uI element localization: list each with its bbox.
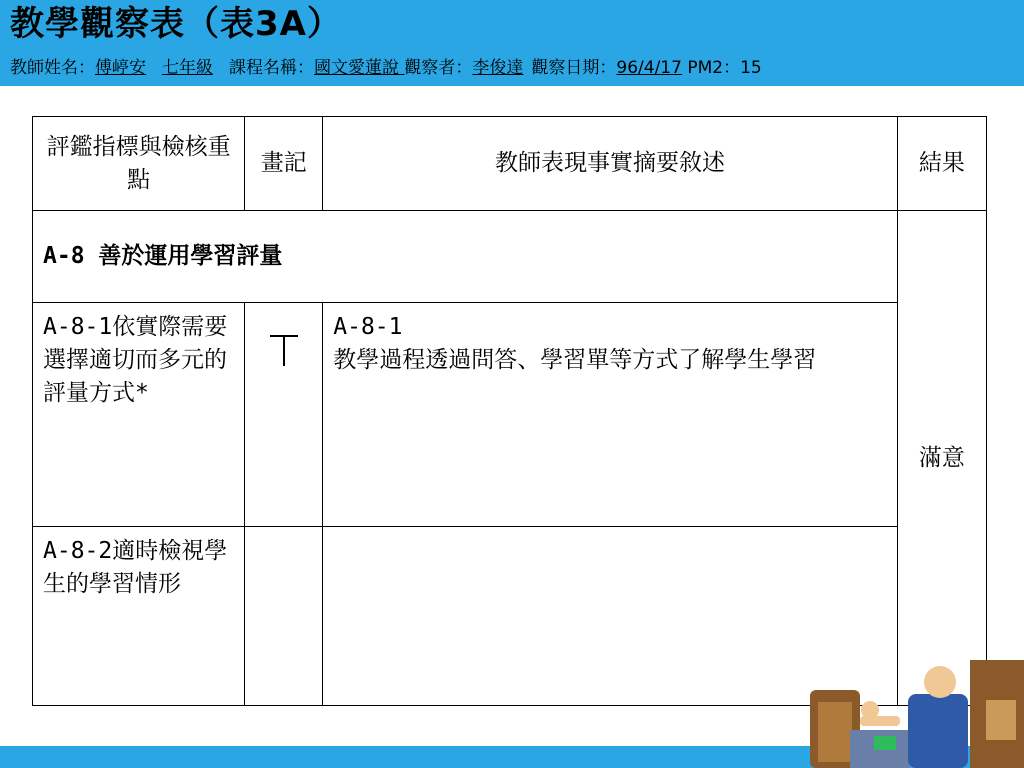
summary-cell bbox=[323, 303, 898, 527]
grade: 七年級 bbox=[162, 58, 213, 78]
business-clipart-icon bbox=[790, 650, 1024, 768]
date-value: 96/4/17 bbox=[616, 58, 682, 78]
observer-label: 觀察者： bbox=[404, 58, 473, 78]
page-title: 教學觀察表（表3A） bbox=[10, 4, 342, 44]
result-value: 滿意 bbox=[897, 211, 986, 706]
time-value: PM2：15 bbox=[681, 58, 762, 78]
observation-info bbox=[10, 56, 762, 80]
header-indicator: 評鑑指標與檢核重點 bbox=[33, 117, 245, 211]
header-mark: 畫記 bbox=[245, 117, 323, 211]
indicator-cell: A-8-2適時檢視學生的學習情形 bbox=[33, 527, 245, 706]
summary-code: A-8-1 bbox=[333, 314, 403, 340]
section-row bbox=[33, 211, 987, 303]
header-result: 結果 bbox=[897, 117, 986, 211]
course-label: 課程名稱： bbox=[229, 58, 314, 78]
observer-name: 李俊達 bbox=[472, 58, 524, 78]
date-label: 觀察日期： bbox=[531, 58, 617, 78]
section-title: A-8 善於運用學習評量 bbox=[33, 211, 898, 303]
header-summary: 教師表現事實摘要敘述 bbox=[323, 117, 898, 211]
table-row bbox=[33, 303, 987, 527]
tally-mark-cell bbox=[245, 303, 323, 527]
table-header-row bbox=[33, 117, 987, 211]
indicator-cell: A-8-1依實際需要選擇適切而多元的評量方式* bbox=[33, 303, 245, 527]
teacher-name: 傅嵉安 bbox=[95, 58, 146, 78]
header-bar bbox=[0, 0, 1024, 86]
summary-text: 教學過程透過問答、學習單等方式了解學生學習 bbox=[333, 347, 817, 373]
teacher-label: 教師姓名： bbox=[10, 58, 95, 78]
observation-table bbox=[32, 116, 987, 706]
tally-mark-cell bbox=[245, 527, 323, 706]
tally-mark-icon bbox=[264, 328, 304, 368]
course-name: 國文愛蓮說 bbox=[314, 58, 405, 78]
